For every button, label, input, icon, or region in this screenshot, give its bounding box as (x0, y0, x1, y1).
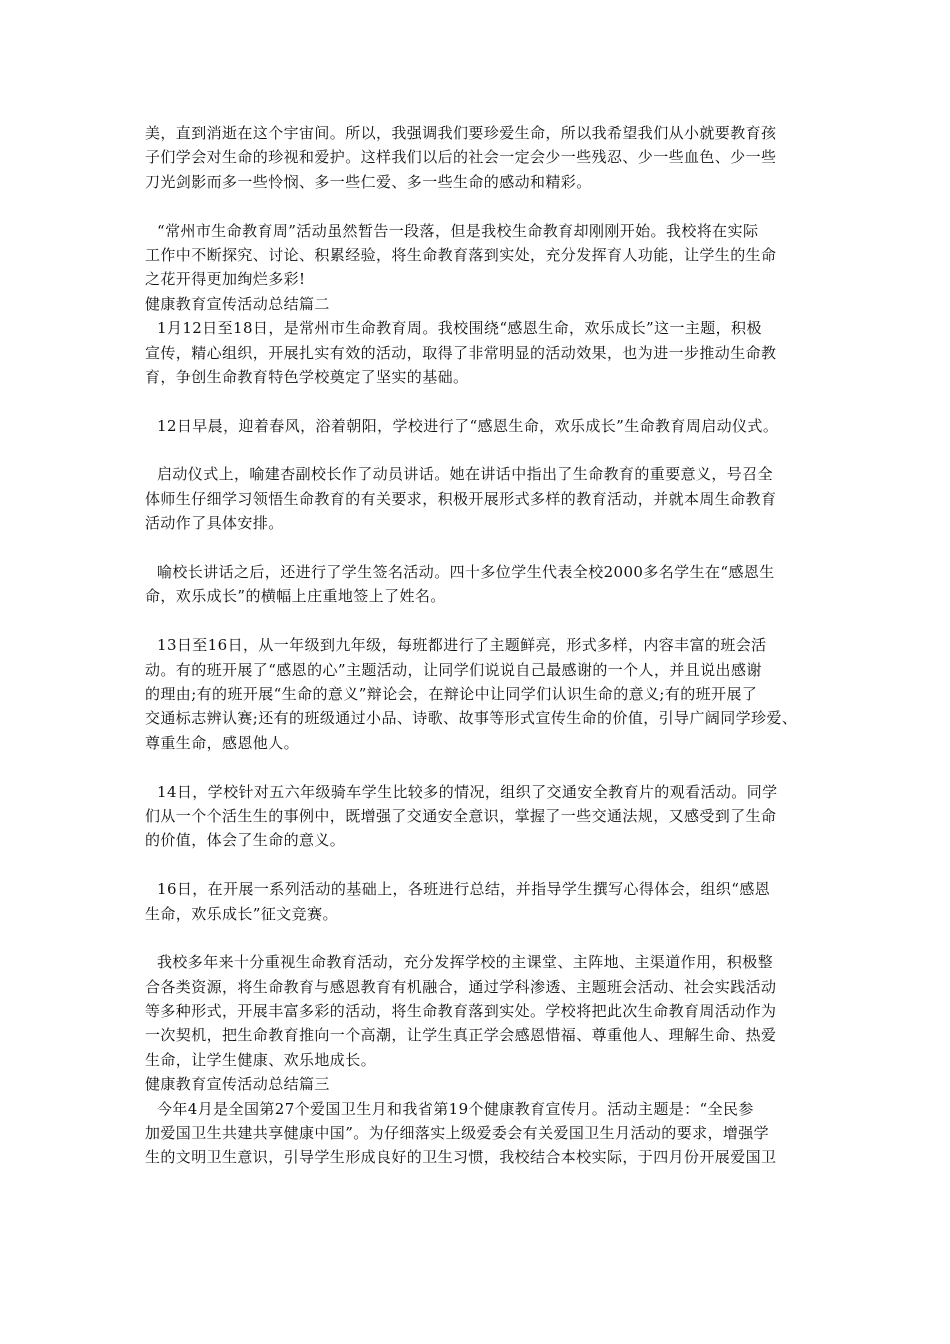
text-line: 合各类资源，将生命教育与感恩教育有机融合，通过学科渗透、主题班会活动、社会实践活动 (145, 977, 777, 996)
text-line: 宣传，精心组织，开展扎实有效的活动，取得了非常明显的活动效果，也为进一步推动生命教 (145, 343, 777, 362)
text-line: 我校多年来十分重视生命教育活动，充分发挥学校的主课堂、主阵地、主渠道作用，积极整 (157, 953, 774, 972)
text-line: 的理由;有的班开展“生命的意义”辩论会，在辩论中让同学们认识生命的意义;有的班开展了 (145, 684, 758, 703)
text-line: 育，争创生命教育特色学校奠定了坚实的基础。 (145, 367, 469, 386)
paragraph (145, 462, 825, 535)
section-heading: 健康教育宣传活动总结篇三 (145, 1075, 330, 1094)
text-line: 喻校长讲话之后，还进行了学生签名活动。四十多位学生代表全校2000多名学生在“感恩生 (157, 563, 775, 582)
text-line: 今年4月是全国第27个爱国卫生月和我省第19个健康教育宣传月。活动主题是：“全民参 (157, 1099, 754, 1118)
text-line: “常州市生命教育周”活动虽然暂告一段落，但是我校生命教育却刚刚开始。我校将在实际 (157, 221, 759, 240)
text-line: 尊重生命，感恩他人。 (145, 733, 300, 752)
paragraph (145, 633, 825, 755)
section-heading: 健康教育宣传活动总结篇二 (145, 294, 330, 313)
text-line: 命，欢乐成长”的横幅上庄重地签上了姓名。 (145, 587, 446, 606)
blank-line (145, 536, 825, 560)
paragraph (145, 316, 825, 389)
text-line: 16日，在开展一系列活动的基础上，各班进行总结，并指导学生撰写心得体会，组织“感恩 (157, 880, 771, 899)
text-line: 一次契机，把生命教育推向一个高潮，让学生真正学会感恩惜福、尊重他人、理解生命、热爱 (145, 1026, 777, 1045)
text-line: 们从一个个活生生的事例中，既增强了交通安全意识，掌握了一些交通法规，又感受到了生命 (145, 806, 777, 825)
blank-line (145, 389, 825, 413)
text-line: 启动仪式上，喻建杏副校长作了动员讲话。她在讲话中指出了生命教育的重要意义，号召全 (157, 465, 774, 484)
text-line: 12日早晨，迎着春风，浴着朝阳，学校进行了“感恩生命，欢乐成长”生命教育周启动仪式。 (157, 416, 779, 435)
paragraph (145, 414, 825, 438)
paragraph (145, 121, 825, 194)
text-line: 刀光剑影而多一些怜悯、多一些仁爱、多一些生命的感动和精彩。 (145, 172, 592, 191)
paragraph (145, 560, 825, 609)
text-line: 生命，让学生健康、欢乐地成长。 (145, 1050, 377, 1069)
text-line: 的价值，体会了生命的意义。 (145, 831, 346, 850)
paragraph (145, 1097, 825, 1170)
text-line: 生的文明卫生意识，引导学生形成良好的卫生习惯，我校结合本校实际，于四月份开展爱国卫 (145, 1148, 777, 1167)
text-line: 体师生仔细学习领悟生命教育的有关要求，积极开展形式多样的教育活动，并就本周生命教育 (145, 489, 777, 508)
paragraph (145, 780, 825, 853)
text-line: 13日至16日，从一年级到九年级，每班都进行了主题鲜亮，形式多样，内容丰富的班会活 (157, 636, 767, 655)
text-line: 加爱国卫生共建共享健康中国”。为仔细落实上级爱委会有关爱国卫生月活动的要求，增强学 (145, 1124, 770, 1143)
blank-line (145, 853, 825, 877)
paragraph (145, 950, 825, 1072)
blank-line (145, 609, 825, 633)
text-line: 活动作了具体安排。 (145, 514, 284, 533)
blank-line (145, 438, 825, 462)
text-line: 生命，欢乐成长”征文竞赛。 (145, 904, 338, 923)
blank-line (145, 194, 825, 218)
text-line: 交通标志辨认赛;还有的班级通过小品、诗歌、故事等形式宣传生命的价值，引导广阔同学珍爱、 (145, 709, 798, 728)
text-line: 美，直到消逝在这个宇宙间。所以，我强调我们要珍爱生命，所以我希望我们从小就要教育孩 (145, 124, 777, 142)
paragraph (145, 219, 825, 292)
text-line: 14日，学校针对五六年级骑车学生比较多的情况，组织了交通安全教育片的观看活动。同学 (157, 782, 778, 801)
text-line: 子们学会对生命的珍视和爱护。这样我们以后的社会一定会少一些残忍、少一些血色、少一些 (145, 148, 777, 167)
text-line: 1月12日至18日，是常州市生命教育周。我校围绕“感恩生命，欢乐成长”这一主题，积极 (157, 319, 762, 338)
blank-line (145, 755, 825, 779)
document-page (145, 121, 825, 1170)
text-line: 工作中不断探究、讨论、积累经验，将生命教育落到实处，充分发挥育人功能，让学生的生命 (145, 245, 777, 264)
text-line: 动。有的班开展了“感恩的心”主题活动，让同学们说说自己最感谢的一个人，并且说出感谢 (145, 660, 762, 679)
blank-line (145, 926, 825, 950)
text-line: 之花开得更加绚烂多彩! (145, 270, 306, 289)
paragraph (145, 877, 825, 926)
text-line: 等多种形式，开展丰富多彩的活动，将生命教育落到实处。学校将把此次生命教育周活动作为 (145, 1002, 777, 1021)
